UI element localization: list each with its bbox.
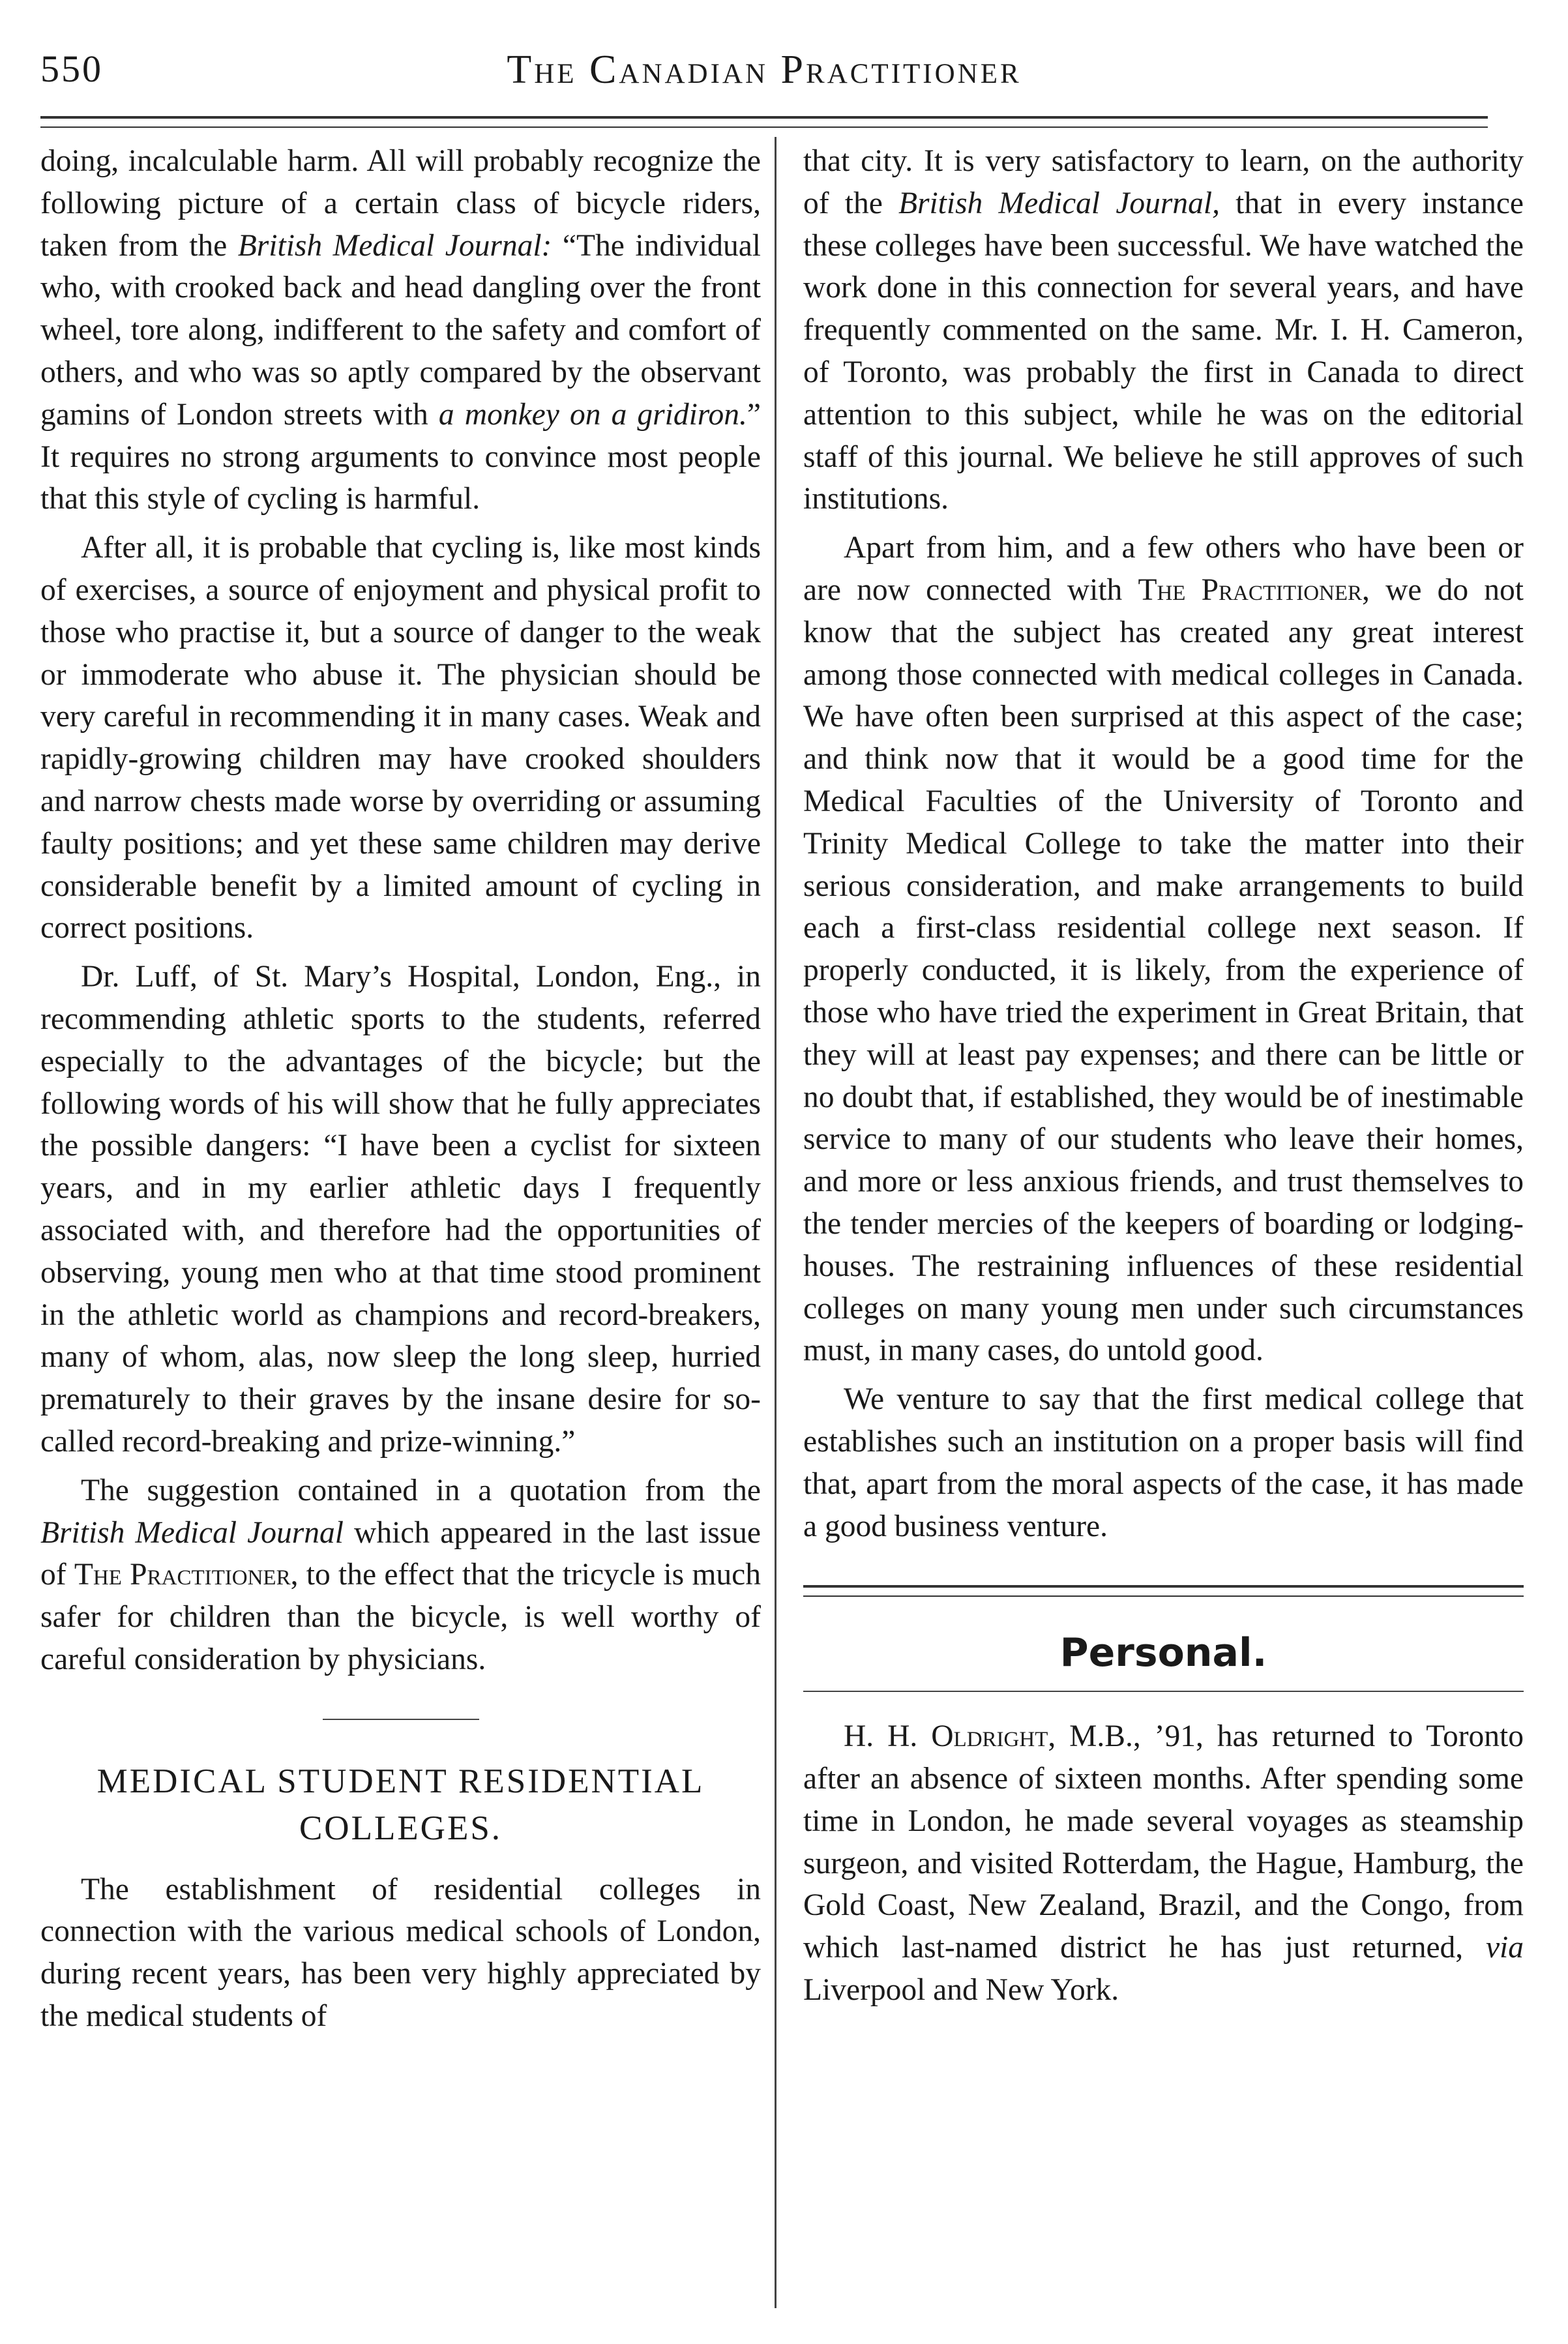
page-number: 550 [40, 48, 103, 90]
paragraph: After all, it is probable that cycling is, like most kinds of exercises, a source of enjoyment and physical profit to those who practise it, but a source of danger to the weak or immoderate who abuse it. The physician should be very careful in recommending it in many cases. Weak and rapidly-growing children may have crooked shoulders and narrow chests made worse by overriding or assuming faulty positions; and yet these same children may derive considerable benefit by a limited amount of cycling in correct positions. [40, 531, 761, 945]
paragraph: The suggestion contained in a quotation from the British Medical Journal which appeared in the last issue of The Practitioner, to the effect that the tricycle is much safer for children than the bicycle, is well worthy of careful consideration by physicians. [40, 1473, 762, 1676]
section-heading: MEDICAL STUDENT RESIDENTIAL COLLEGES. [96, 1762, 705, 1847]
paragraph: The establishment of residential colleges in connection with the various medical schools of London, during recent years, has been very highly appreciated by the medical students of [40, 1872, 761, 2034]
column-divider [775, 137, 777, 2308]
paragraph: Dr. Luff, of St. Mary’s Hospital, London, Eng., in recommending athletic sports to the students, referred especially to the advantages of the bicycle; but the following words of his will show that he fully appreciates the possible dangers: “I have been a cyclist for sixteen years, and in my earlier athletic days I frequently associated with, and therefore had the opportunities of observing, young men who at that time stood prominent in the athletic world as champions and record-breakers, many of whom, alas, now sleep the long sleep, hurried prematurely to their graves by the insane desire for so-called record-breaking and prize-winning.” [40, 960, 761, 1459]
left-column [40, 140, 761, 2038]
paragraph: We venture to say that the first medical college that establishes such an institution on a proper basis will find that, apart from the moral aspects of the case, it has made a good business venture. [803, 1382, 1524, 1543]
right-column [803, 140, 1524, 2011]
page-header [40, 47, 1488, 106]
paragraph: H. H. Oldright, M.B., ’91, has returned to Toronto after an absence of sixteen months. After spending some time in London, he made several voyages as steamship surgeon, and visited Rotterdam, the Hague, Hamburg, the Gold Coast, New Zealand, Brazil, and the Congo, from which last-named district he has just returned, via Liverpool and New York. [803, 1719, 1524, 2008]
section-divider [323, 1719, 479, 1720]
heading-rule [803, 1691, 1524, 1692]
header-rule [40, 116, 1488, 128]
section-divider [803, 1585, 1524, 1597]
running-title: The Canadian Practitioner [507, 48, 1022, 92]
section-heading: Personal. [1059, 1630, 1267, 1676]
paragraph: doing, incalculable harm. All will probably recognize the following picture of a certain class of bicycle riders, taken from the British Medical Journal: “The individual who, with crooked back and head dangling over the front wheel, tore along, indifferent to the safety and comfort of others, and who was so aptly compared by the observant gamins of London streets with a monkey on a gridiron.” It requires no strong arguments to convince most people that this style of cycling is harmful. [40, 144, 762, 516]
paragraph: Apart from him, and a few others who have been or are now connected with The Practitioner, we do not know that the subject has created any great interest among those connected with medical colleges in Canada. We have often been surprised at this aspect of the case; and think now that it would be a good time for the Medical Faculties of the University of Toronto and Trinity Medical College to take the matter into their serious consideration, and make arrangements to build each a first-class residential college next season. If properly conducted, it is likely, from the experience of those who have tried the experiment in Great Britain, that they will at least pay expenses; and there can be little or no doubt that, if established, they would be of inestimable service to many of our students who leave their homes, and more or less anxious friends, and trust themselves to the tender mercies of the keepers of boarding or lodging-houses. The restraining influences of these residential colleges on many young men under such circumstances must, in many cases, do untold good. [803, 531, 1524, 1368]
paragraph: that city. It is very satisfactory to learn, on the authority of the British Medical Journal, that in every instance these colleges have been successful. We have watched the work done in this connection for several years, and have frequently commented on the same. Mr. I. H. Cameron, of Toronto, was probably the first in Canada to direct attention to this subject, while he was on the editorial staff of this journal. We believe he still approves of such institutions. [803, 144, 1524, 516]
